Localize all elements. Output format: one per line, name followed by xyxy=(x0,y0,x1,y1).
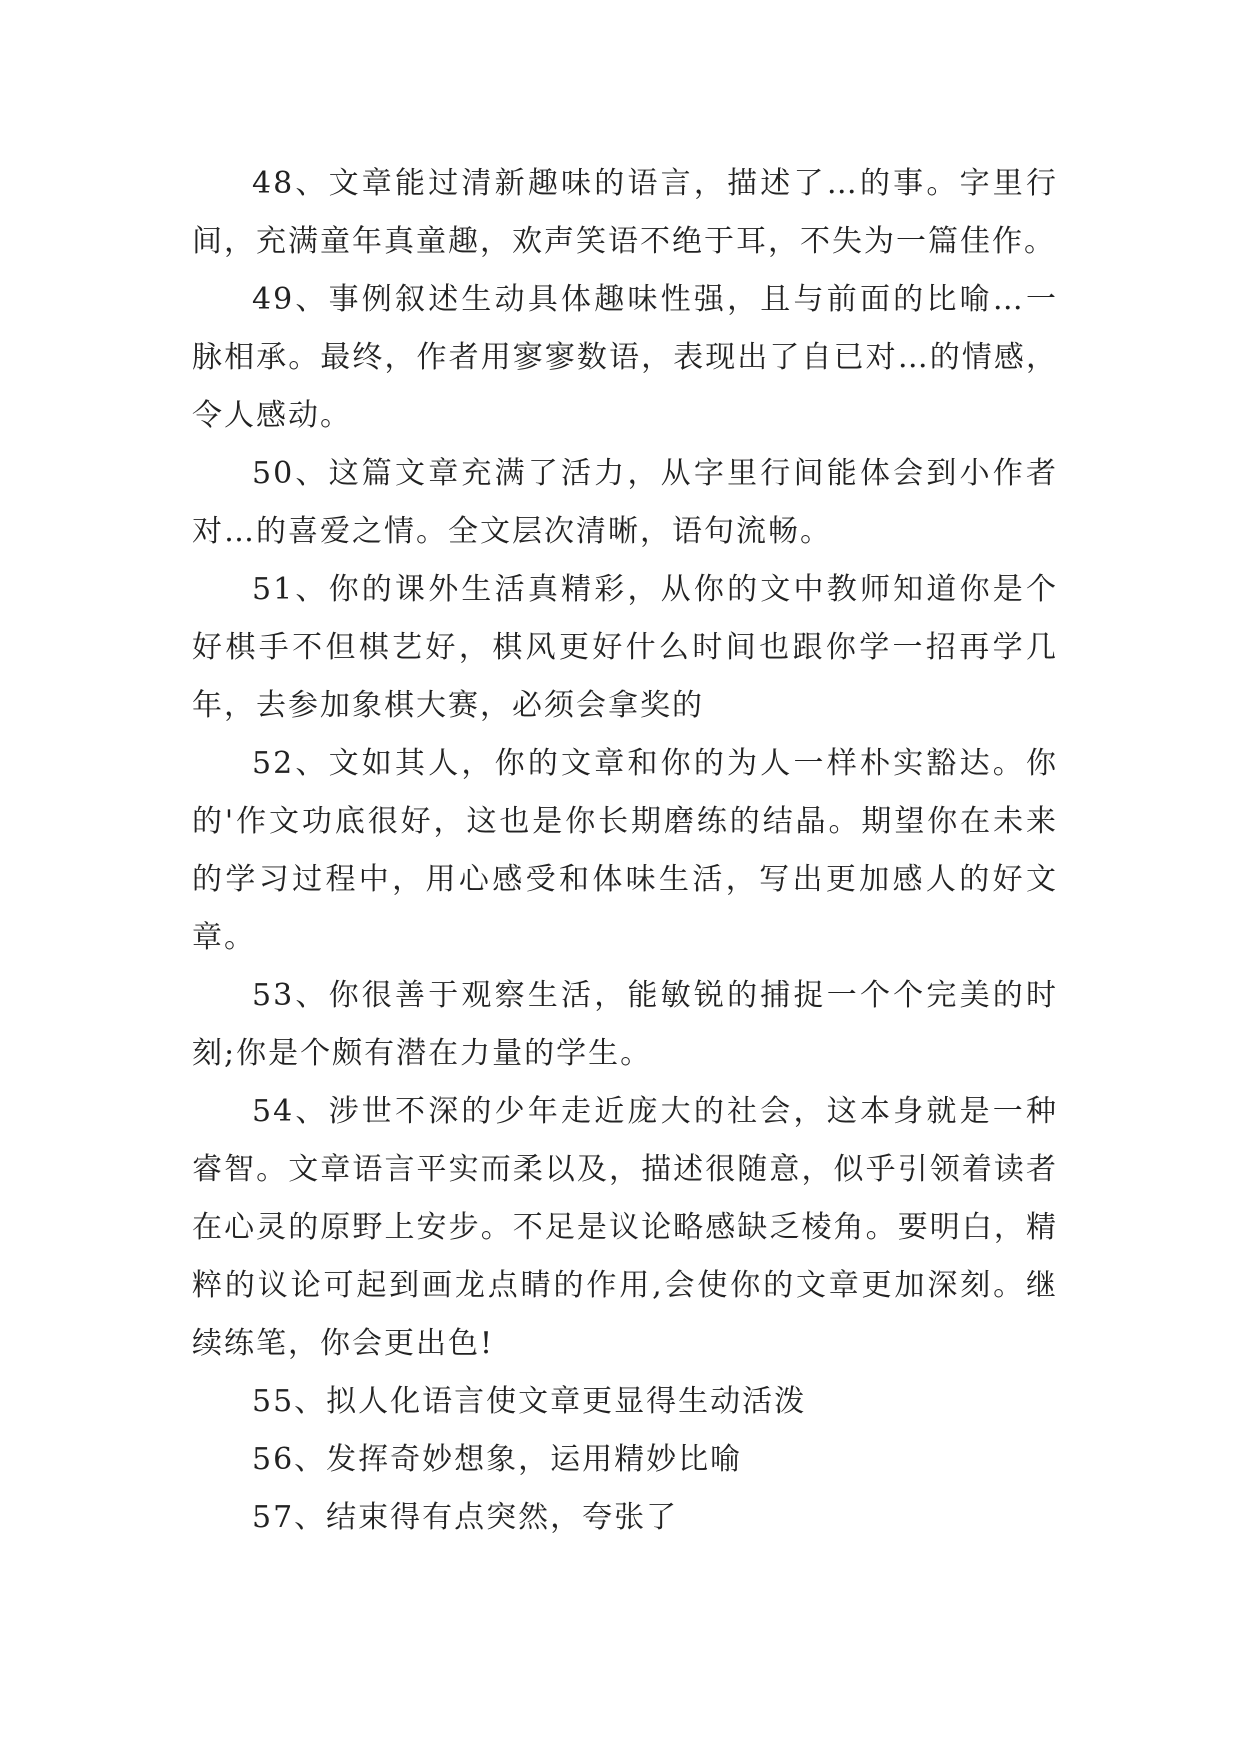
paragraph-48: 48、文章能过清新趣味的语言，描述了…的事。字里行间，充满童年真童趣，欢声笑语不绝于耳，不失为一篇佳作。 xyxy=(192,166,1058,259)
paragraph-54: 54、涉世不深的少年走近庞大的社会，这本身就是一种睿智。文章语言平实而柔以及，描述很随意，似乎引领着读者在心灵的原野上安步。不足是议论略感缺乏棱角。要明白，精粹的议论可起到画龙点睛的作用,会使你的文章更加深刻。继续练笔，你会更出色! xyxy=(192,1094,1058,1361)
paragraph-56: 56、发挥奇妙想象，运用精妙比喻 xyxy=(252,1442,743,1477)
paragraph-49: 49、事例叙述生动具体趣味性强，且与前面的比喻…一脉相承。最终，作者用寥寥数语，表现出了自已对…的情感，令人感动。 xyxy=(192,282,1058,433)
paragraph-53: 53、你很善于观察生活，能敏锐的捕捉一个个完美的时刻;你是个颇有潜在力量的学生。 xyxy=(192,978,1058,1071)
paragraph-57: 57、结束得有点突然，夸张了 xyxy=(252,1500,679,1535)
paragraph-55: 55、拟人化语言使文章更显得生动活泼 xyxy=(252,1384,807,1419)
document-body xyxy=(192,155,1058,1547)
paragraph-51: 51、你的课外生活真精彩，从你的文中教师知道你是个好棋手不但棋艺好，棋风更好什么时间也跟你学一招再学几年，去参加象棋大赛，必须会拿奖的 xyxy=(192,572,1058,723)
paragraph-50: 50、这篇文章充满了活力，从字里行间能体会到小作者对…的喜爱之情。全文层次清晰，语句流畅。 xyxy=(192,456,1058,549)
paragraph-52: 52、文如其人，你的文章和你的为人一样朴实豁达。你的'作文功底很好，这也是你长期磨练的结晶。期望你在未来的学习过程中，用心感受和体味生活，写出更加感人的好文章。 xyxy=(192,746,1058,955)
